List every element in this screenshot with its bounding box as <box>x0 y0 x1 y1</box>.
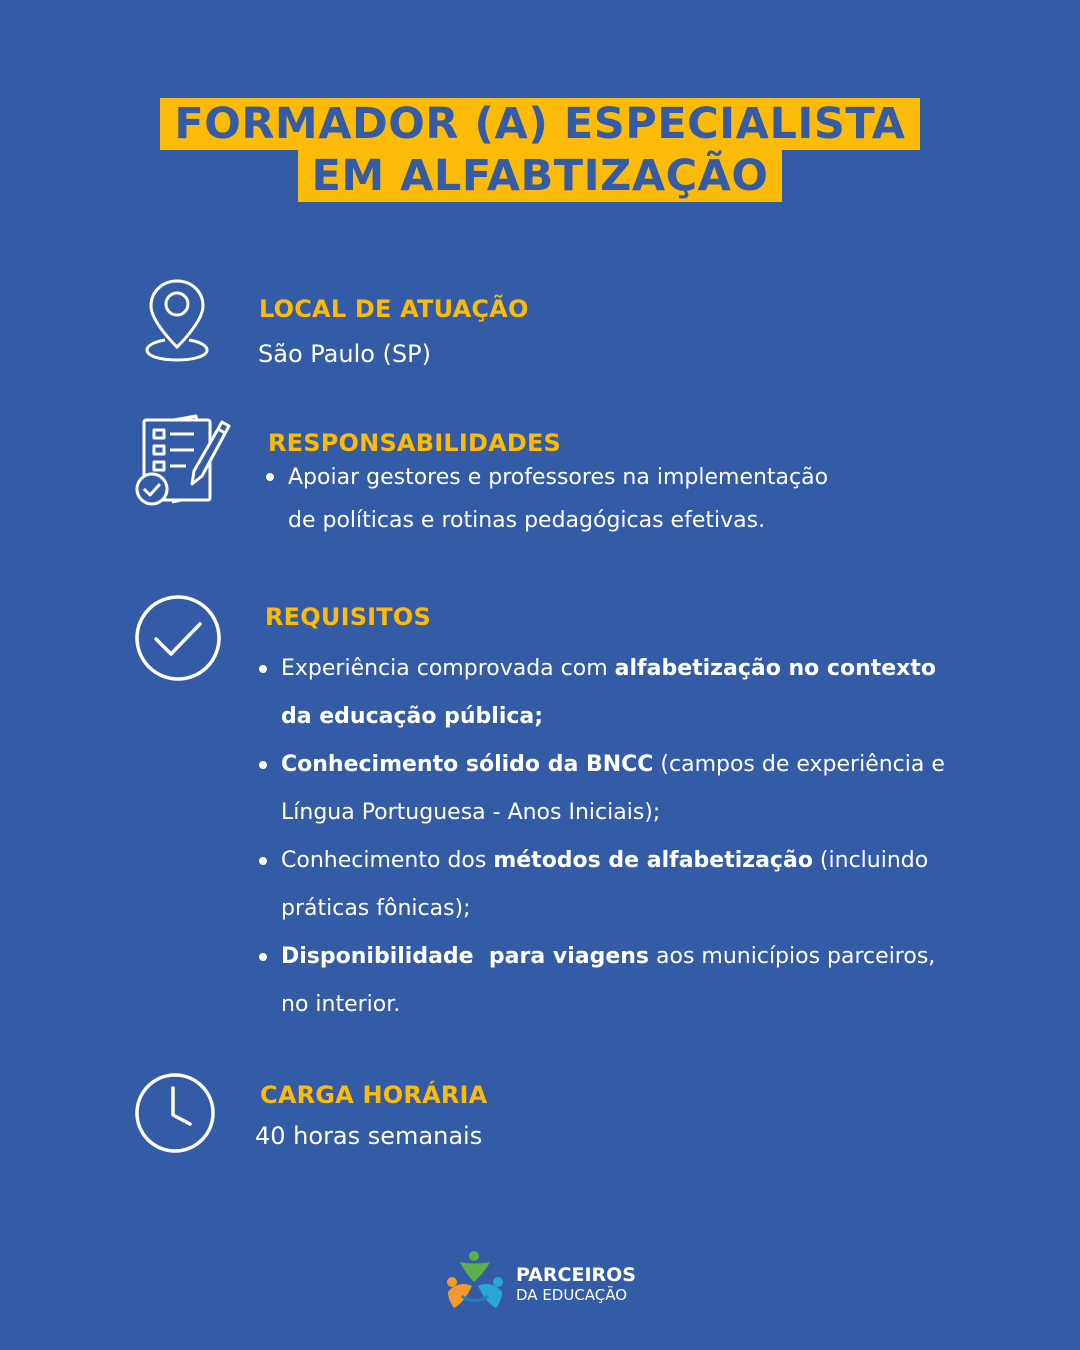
req-3-part-2: métodos de alfabetização <box>493 848 813 873</box>
responsabilidades-list <box>264 456 828 542</box>
req-3-part-3: (incluindo <box>812 848 929 873</box>
checklist-pencil-icon <box>134 414 234 509</box>
logo-mark-icon <box>442 1248 508 1314</box>
req-3-part-1: Conhecimento dos <box>281 848 494 873</box>
check-circle-icon <box>134 594 222 682</box>
req-2-part-2: (campos de experiência e <box>653 752 945 777</box>
parceiros-logo <box>442 1248 642 1316</box>
list-item <box>257 645 945 741</box>
req-1-part-2: alfabetização no contexto <box>614 656 936 681</box>
list-item <box>257 837 945 933</box>
req-1-line-2: da educação pública; <box>281 704 544 729</box>
req-4-line-2: no interior. <box>281 992 401 1017</box>
responsabilidades-heading: RESPONSABILIDADES <box>268 429 562 457</box>
list-item <box>257 741 945 837</box>
req-1-part-1: Experiência comprovada com <box>281 656 615 681</box>
clock-icon <box>134 1072 216 1154</box>
location-pin-icon <box>145 277 209 363</box>
req-4-part-2: aos municípios parceiros, <box>649 944 936 969</box>
title-line-1: FORMADOR (A) ESPECIALISTA <box>160 98 919 150</box>
local-heading: LOCAL DE ATUAÇÃO <box>259 295 529 323</box>
req-2-line-2: Língua Portuguesa - Anos Iniciais); <box>281 800 661 825</box>
logo-line-1: PARCEIROS <box>516 1264 636 1286</box>
title-line-2: EM ALFABTIZAÇÃO <box>298 150 783 202</box>
local-value: São Paulo (SP) <box>258 340 431 368</box>
req-2-part-1: Conhecimento sólido da BNCC <box>281 752 654 777</box>
responsabilidade-line-2: de políticas e rotinas pedagógicas efetivas. <box>288 508 766 533</box>
carga-heading: CARGA HORÁRIA <box>260 1081 488 1109</box>
page-title <box>0 98 1080 202</box>
req-3-line-2: práticas fônicas); <box>281 896 471 921</box>
list-item <box>257 933 945 1029</box>
responsabilidade-line-1: Apoiar gestores e professores na implementação <box>288 465 829 490</box>
requisitos-list <box>257 645 945 1029</box>
requisitos-heading: REQUISITOS <box>265 603 431 631</box>
carga-value: 40 horas semanais <box>255 1122 483 1150</box>
logo-line-2: DA EDUCAÇÃO <box>516 1286 628 1304</box>
req-4-part-1: Disponibilidade para viagens <box>281 944 650 969</box>
list-item <box>264 456 828 542</box>
